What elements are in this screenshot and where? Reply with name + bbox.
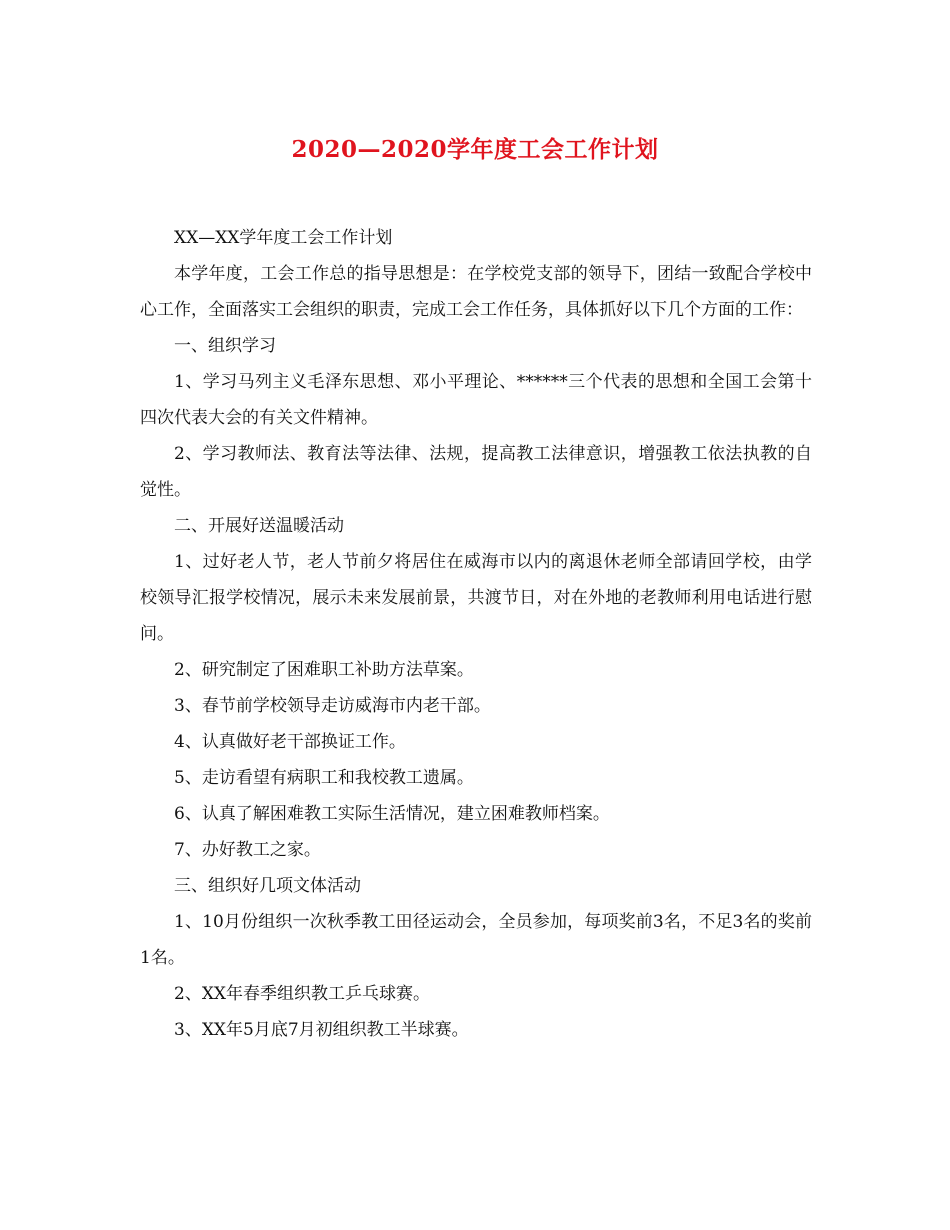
paragraph-item: 3、XX年5月底7月初组织教工半球赛。	[174, 1020, 469, 1040]
document-title: 2020—2020学年度工会工作计划	[291, 136, 659, 163]
paragraph-item: 2、XX年春季组织教工乒乓球赛。	[174, 984, 431, 1004]
paragraph-item: 2、研究制定了困难职工补助方法草案。	[174, 660, 474, 680]
paragraph-item: 1、学习马列主义毛泽东思想、邓小平理论、******三个代表的思想和全国工会第十四次代表大会的有关文件精神。	[140, 372, 812, 428]
paragraph-item: 4、认真做好老干部换证工作。	[174, 732, 406, 752]
paragraph-item: 7、办好教工之家。	[174, 840, 321, 860]
paragraph-intro: 本学年度，工会工作总的指导思想是：在学校党支部的领导下，团结一致配合学校中心工作，全面落实工会组织的职责，完成工会工作任务，具体抓好以下几个方面的工作：	[140, 264, 812, 320]
section-heading-warmth: 二、开展好送温暖活动	[174, 516, 344, 536]
paragraph-item: 6、认真了解困难教工实际生活情况，建立困难教师档案。	[174, 804, 610, 824]
paragraph-item: 5、走访看望有病职工和我校教工遗属。	[174, 768, 474, 788]
paragraph-subtitle: XX—XX学年度工会工作计划	[174, 228, 393, 248]
section-heading-study: 一、组织学习	[174, 336, 276, 356]
document-body	[140, 220, 812, 1048]
paragraph-item: 1、过好老人节，老人节前夕将居住在威海市以内的离退休老师全部请回学校，由学校领导汇报学校情况，展示未来发展前景，共渡节日，对在外地的老教师利用电话进行慰问。	[140, 552, 812, 644]
paragraph-item: 3、春节前学校领导走访威海市内老干部。	[174, 696, 491, 716]
paragraph-item: 2、学习教师法、教育法等法律、法规，提高教工法律意识，增强教工依法执教的自觉性。	[140, 444, 812, 500]
section-heading-activities: 三、组织好几项文体活动	[174, 876, 361, 896]
paragraph-item: 1、10月份组织一次秋季教工田径运动会，全员参加，每项奖前3名，不足3名的奖前1名。	[140, 912, 812, 968]
